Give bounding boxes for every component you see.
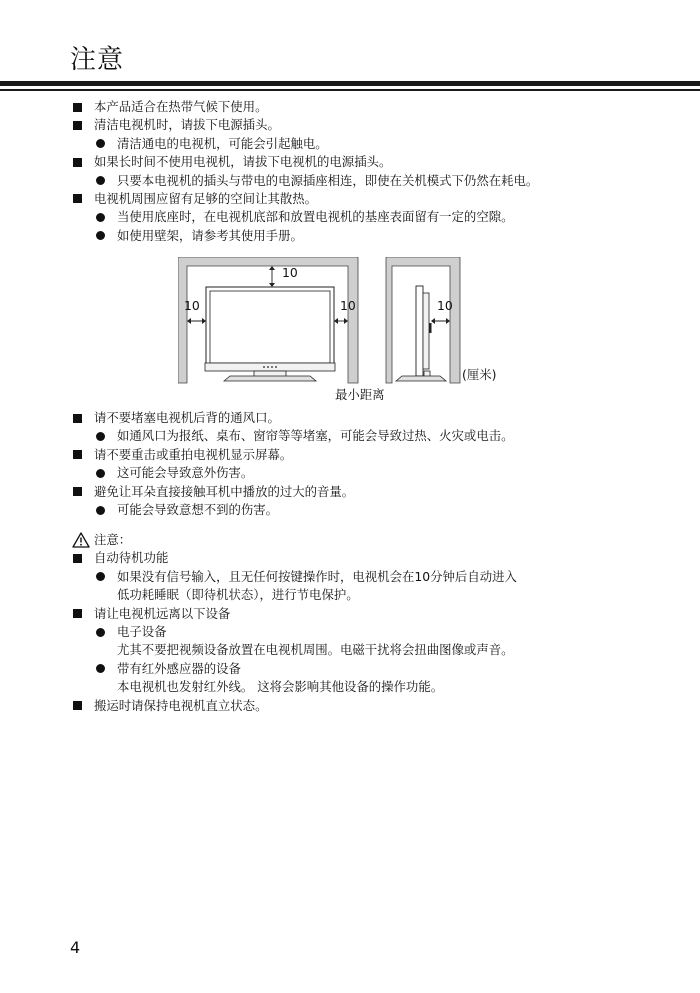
list-item <box>72 172 672 190</box>
list-item <box>72 660 672 678</box>
list-item-text: 如通风口为报纸、桌布、窗帘等等堵塞，可能会导致过热、火灾或电击。 <box>117 428 514 444</box>
list-item <box>72 549 672 567</box>
right-gap-label: 10 <box>340 298 356 313</box>
list-item-text: 电视机周围应留有足够的空间让其散热。 <box>94 190 318 206</box>
round-bullet-icon <box>96 231 105 240</box>
square-bullet-icon <box>73 554 82 563</box>
list-item <box>72 483 672 501</box>
list-item <box>72 501 672 519</box>
list-item <box>72 623 672 641</box>
list-item-text: 当使用底座时，在电视机底部和放置电视机的基座表面留有一定的空隙。 <box>117 209 514 225</box>
list-item-text: 只要本电视机的插头与带电的电源插座相连，即使在关机模式下仍然在耗电。 <box>117 172 539 188</box>
list-item-text: 自动待机功能 <box>94 550 169 566</box>
header-rule-thick <box>0 81 700 86</box>
list-item-text: 电子设备 <box>117 623 167 639</box>
list-item-continuation <box>72 641 672 659</box>
round-bullet-icon <box>96 469 105 478</box>
page-number: 4 <box>70 938 81 957</box>
list-item <box>72 98 672 116</box>
list-item <box>72 153 672 171</box>
list-item <box>72 568 672 586</box>
list-item-text: 如使用壁架，请参考其使用手册。 <box>117 227 303 243</box>
round-bullet-icon <box>96 213 105 222</box>
list-item-text: 请让电视机远离以下设备 <box>94 605 231 621</box>
square-bullet-icon <box>73 701 82 710</box>
list-item <box>72 409 672 427</box>
list-item-text: 本产品适合在热带气候下使用。 <box>94 99 268 114</box>
list-item-text: 如果长时间不使用电视机，请拔下电视机的电源插头。 <box>94 154 392 170</box>
round-bullet-icon <box>96 176 105 185</box>
list-item-text: 尤其不要把视频设备放置在电视机周围。电磁干扰将会扭曲图像或声音。 <box>117 642 514 658</box>
list-item <box>72 208 672 226</box>
list-item-text: 清洁通电的电视机，可能会引起触电。 <box>117 135 328 151</box>
page-title: 注意 <box>70 45 125 75</box>
top-gap-label: 10 <box>282 265 298 280</box>
list-item <box>72 427 672 445</box>
square-bullet-icon <box>73 158 82 167</box>
front-view <box>178 257 358 383</box>
left-gap-label: 10 <box>184 298 200 313</box>
round-bullet-icon <box>96 506 105 515</box>
list-item-text: 可能会导致意想不到的伤害。 <box>117 501 279 517</box>
list-item <box>72 135 672 153</box>
list-item-text: 如果没有信号输入，且无任何按键操作时，电视机会在10分钟后自动进入 <box>117 568 517 584</box>
round-bullet-icon <box>96 572 105 581</box>
square-bullet-icon <box>73 414 82 423</box>
list-item <box>72 446 672 464</box>
caution-section <box>72 531 672 715</box>
square-bullet-icon <box>73 194 82 203</box>
caution-heading-line <box>72 531 672 549</box>
notice-list-1 <box>72 98 672 245</box>
list-item <box>72 190 672 208</box>
round-bullet-icon <box>96 628 105 637</box>
square-bullet-icon <box>73 487 82 496</box>
side-view <box>386 257 460 383</box>
list-item-text: 带有红外感应器的设备 <box>117 660 241 676</box>
list-item <box>72 697 672 715</box>
clearance-diagram <box>178 257 508 407</box>
list-item <box>72 464 672 482</box>
list-item-continuation <box>72 586 672 604</box>
list-item <box>72 116 672 134</box>
header-rule-thin <box>0 89 700 91</box>
caution-list <box>72 549 672 715</box>
list-item-text: 清洁电视机时，请拔下电源插头。 <box>94 117 280 133</box>
list-item-text: 避免让耳朵直接接触耳机中播放的过大的音量。 <box>94 483 355 499</box>
round-bullet-icon <box>96 432 105 441</box>
notice-list-2 <box>72 409 672 519</box>
list-item-text: 搬运时请保持电视机直立状态。 <box>94 697 268 713</box>
list-item-text: 请不要重击或重拍电视机显示屏幕。 <box>94 446 293 462</box>
round-bullet-icon <box>96 664 105 673</box>
list-item <box>72 227 672 245</box>
list-item-text: 这可能会导致意外伤害。 <box>117 465 254 481</box>
square-bullet-icon <box>73 121 82 130</box>
round-bullet-icon <box>96 139 105 148</box>
caution-heading: 注意： <box>94 532 132 547</box>
square-bullet-icon <box>73 450 82 459</box>
rear-gap-label: 10 <box>437 298 453 313</box>
square-bullet-icon <box>73 609 82 618</box>
list-item <box>72 605 672 623</box>
square-bullet-icon <box>73 103 82 112</box>
figure-caption: 最小距离 <box>335 387 385 402</box>
clearance-diagram-drawing <box>178 257 508 407</box>
list-item-text: 本电视机也发射红外线。 这将会影响其他设备的操作功能。 <box>117 679 444 695</box>
unit-label: (厘米) <box>462 367 497 382</box>
list-item-continuation <box>72 678 672 696</box>
list-item-text: 低功耗睡眠（即待机状态），进行节电保护。 <box>117 587 359 603</box>
list-item-text: 请不要堵塞电视机后背的通风口。 <box>94 410 280 425</box>
warning-triangle-icon <box>72 532 90 548</box>
